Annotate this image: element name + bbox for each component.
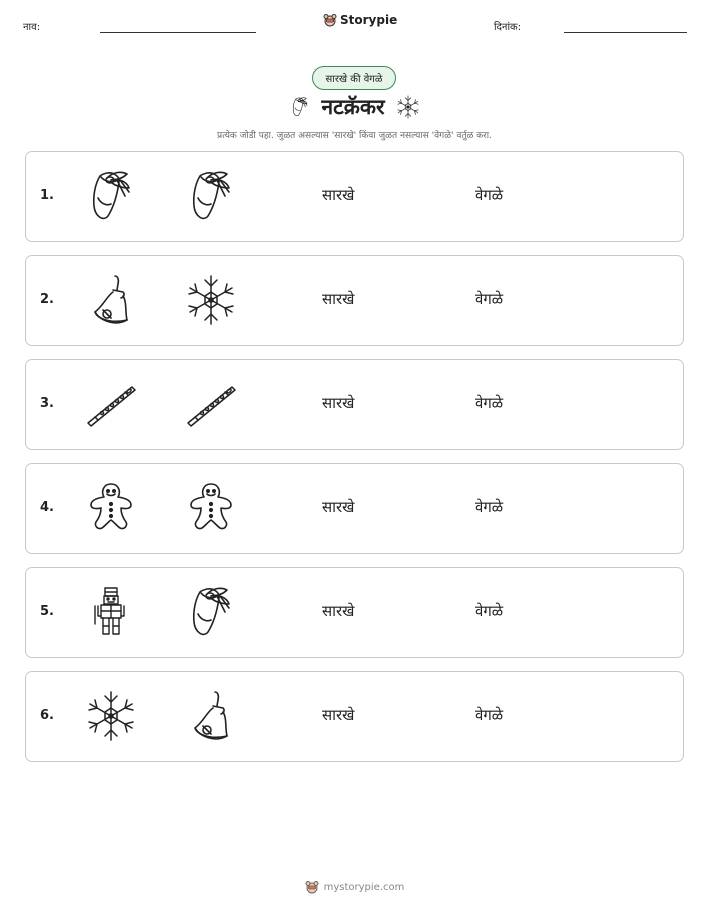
different-option[interactable]: वेगळे: [475, 498, 504, 516]
gingerbread-man-icon: [183, 480, 239, 536]
storypie-logo: [323, 13, 397, 27]
question-row: [25, 359, 684, 450]
question-number: 6.: [40, 708, 54, 723]
same-option[interactable]: सारखे: [322, 394, 355, 412]
different-option[interactable]: वेगळे: [475, 706, 504, 724]
different-option[interactable]: वेगळे: [475, 290, 504, 308]
date-line[interactable]: [564, 32, 687, 33]
title-row: [270, 90, 440, 124]
question-row: [25, 463, 684, 554]
question-number: 5.: [40, 604, 54, 619]
question-row: [25, 567, 684, 658]
different-option[interactable]: वेगळे: [475, 394, 504, 412]
instructions: प्रत्येक जोडी पहा. जुळत असल्यास 'सारखे' किंवा जुळत नसल्यास 'वेगळे' वर्तुळ करा.: [216, 131, 492, 141]
nutcracker-icon: [83, 584, 139, 640]
question-number: 1.: [40, 188, 54, 203]
ballet-shoe-icon: [183, 168, 239, 224]
footer-url: mystorypie.com: [323, 881, 405, 893]
question-row: [25, 255, 684, 346]
ballet-shoe-icon: [289, 93, 311, 121]
gingerbread-man-icon: [83, 480, 139, 536]
question-number: 4.: [40, 500, 54, 515]
same-option[interactable]: सारखे: [322, 186, 355, 204]
footer: [0, 880, 709, 894]
question-row: [25, 151, 684, 242]
activity-badge: सारखे की वेगळे: [312, 66, 396, 90]
same-option[interactable]: सारखे: [322, 498, 355, 516]
page-title: नटक्रॅकर: [321, 95, 385, 119]
flute-icon: [183, 376, 239, 432]
same-option[interactable]: सारखे: [322, 706, 355, 724]
different-option[interactable]: वेगळे: [475, 186, 504, 204]
logo-text: Storypie: [340, 13, 398, 27]
snowflake-icon: [395, 94, 421, 120]
bell-icon: [83, 272, 139, 328]
same-option[interactable]: सारखे: [322, 290, 355, 308]
snowflake-icon: [183, 272, 239, 328]
question-number: 2.: [40, 292, 54, 307]
snowflake-icon: [83, 688, 139, 744]
different-option[interactable]: वेगळे: [475, 602, 504, 620]
flute-icon: [83, 376, 139, 432]
ballet-shoe-icon: [83, 168, 139, 224]
ballet-shoe-icon: [183, 584, 239, 640]
question-row: [25, 671, 684, 762]
name-line[interactable]: [100, 32, 256, 33]
question-number: 3.: [40, 396, 54, 411]
name-label: नाव:: [23, 22, 41, 33]
storypie-bear-icon: [305, 880, 319, 894]
storypie-bear-icon: [323, 13, 337, 27]
bell-icon: [183, 688, 239, 744]
same-option[interactable]: सारखे: [322, 602, 355, 620]
date-label: दिनांक:: [494, 22, 522, 33]
